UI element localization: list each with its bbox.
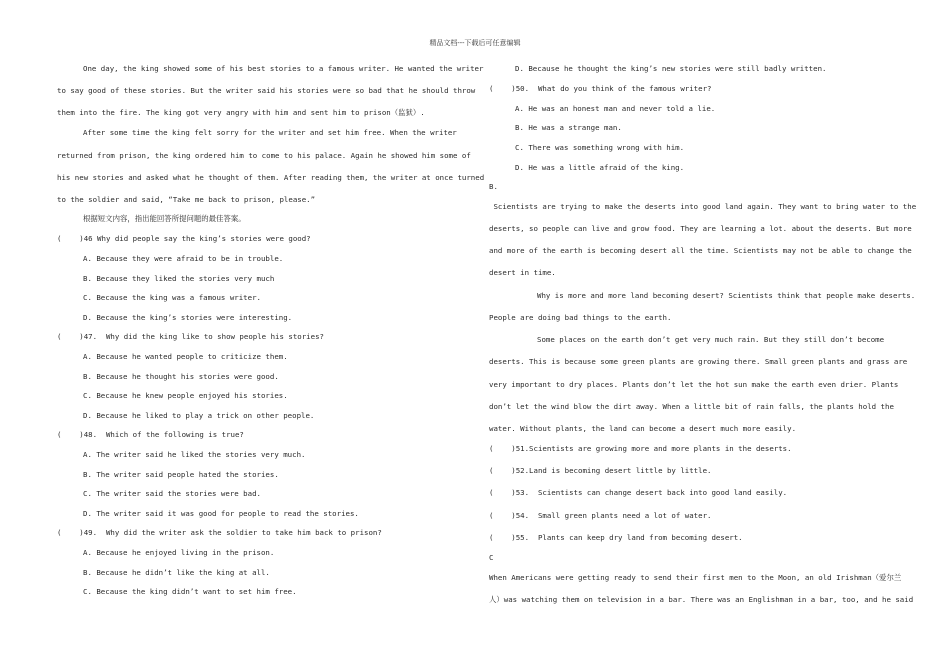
passage-a-line: One day, the king showed some of his best stories to a famous writer. He wanted the writer [83,64,484,73]
passage-b-line: don’t let the wind blow the dirt away. When a little bit of rain falls, the plants hold the [489,402,894,411]
passage-b-line: Why is more and more land becoming desert? Scientists think that people make deserts. [537,291,916,300]
q47-option-b: B. Because he thought his stories were good. [83,372,279,381]
passage-c-line: When Americans were getting ready to send their first men to the Moon, an old Irishman（爱尔兰 [489,573,902,582]
q46-option-c: C. Because the king was a famous writer. [83,293,261,302]
question-53: ( )53. Scientists can change desert back into good land easily. [489,488,788,497]
passage-a-line: to say good of these stories. But the writer said his stories were so bad that he should throw [57,86,476,95]
q48-option-b: B. The writer said people hated the stories. [83,470,279,479]
q50-option-b: B. He was a strange man. [515,123,622,132]
passage-b-line: and more of the earth is becoming desert all the time. Scientists may not be able to change the [489,246,912,255]
passage-a-line: returned from prison, the king ordered him to come to his palace. Again he showed him some of [57,151,471,160]
passage-b-line: People are doing bad things to the earth. [489,313,672,322]
question-48: ( )48. Which of the following is true? [57,430,244,439]
passage-b-line: desert in time. [489,268,556,277]
q46-option-b: B. Because they liked the stories very much [83,274,275,283]
question-52: ( )52.Land is becoming desert little by little. [489,466,712,475]
q50-option-a: A. He was an honest man and never told a lie. [515,104,716,113]
question-49: ( )49. Why did the writer ask the soldier to take him back to prison? [57,528,382,537]
q47-option-d: D. Because he liked to play a trick on other people. [83,411,315,420]
q49-option-c: C. Because the king didn’t want to set him free. [83,587,297,596]
instruction-text: 根据短文内容，指出能回答所提问题的最佳答案。 [83,214,246,223]
passage-a-line: his new stories and asked what he thought of them. After reading them, the writer at once turned [57,173,485,182]
page-header: 精品文档---下载后可任意编辑 [429,39,521,47]
q49-option-b: B. Because he didn’t like the king at all. [83,568,270,577]
passage-b-line: deserts. This is because some green plants are growing there. Small green plants and grass are [489,357,908,366]
question-50: ( )50. What do you think of the famous writer? [489,84,712,93]
question-51: ( )51.Scientists are growing more and more plants in the deserts. [489,444,792,453]
passage-b-line: very important to dry places. Plants don’t let the hot sun make the earth even drier. Plants [489,380,899,389]
q48-option-d: D. The writer said it was good for people to read the stories. [83,509,359,518]
q46-option-a: A. Because they were afraid to be in trouble. [83,254,284,263]
q47-option-c: C. Because he knew people enjoyed his stories. [83,391,288,400]
section-c-label: C [489,553,494,562]
question-54: ( )54. Small green plants need a lot of water. [489,511,712,520]
question-46: ( )46 Why did people say the king’s stories were good? [57,234,311,243]
q48-option-a: A. The writer said he liked the stories very much. [83,450,306,459]
passage-a-line: to the soldier and said, “Take me back to prison, please.” [57,195,316,204]
question-55: ( )55. Plants can keep dry land from becoming desert. [489,533,743,542]
q49-option-d: D. Because he thought the king’s new stories were still badly written. [515,64,827,73]
question-47: ( )47. Why did the king like to show people his stories? [57,332,324,341]
q50-option-d: D. He was a little afraid of the king. [515,163,685,172]
q50-option-c: C. There was something wrong with him. [515,143,685,152]
passage-b-line: water. Without plants, the land can become a desert much more easily. [489,424,797,433]
section-b-label: B. [489,182,498,191]
passage-c-line: 人）was watching them on television in a bar. There was an Englishman in a bar, too, and he said [489,595,914,604]
q48-option-c: C. The writer said the stories were bad. [83,489,261,498]
passage-b-line: Some places on the earth don’t get very much rain. But they still don’t become [537,335,885,344]
passage-a-line: After some time the king felt sorry for the writer and set him free. When the writer [83,128,457,137]
q47-option-a: A. Because he wanted people to criticize them. [83,352,288,361]
q46-option-d: D. Because the king’s stories were interesting. [83,313,293,322]
passage-a-line: them into the fire. The king got very angry with him and sent him to prison（监狱）. [57,108,425,117]
q49-option-a: A. Because he enjoyed living in the prison. [83,548,275,557]
passage-b-line: deserts, so people can live and grow food. They are learning a lot. about the deserts. But more [489,224,912,233]
passage-b-line: Scientists are trying to make the deserts into good land again. They want to bring water to the [489,202,917,211]
